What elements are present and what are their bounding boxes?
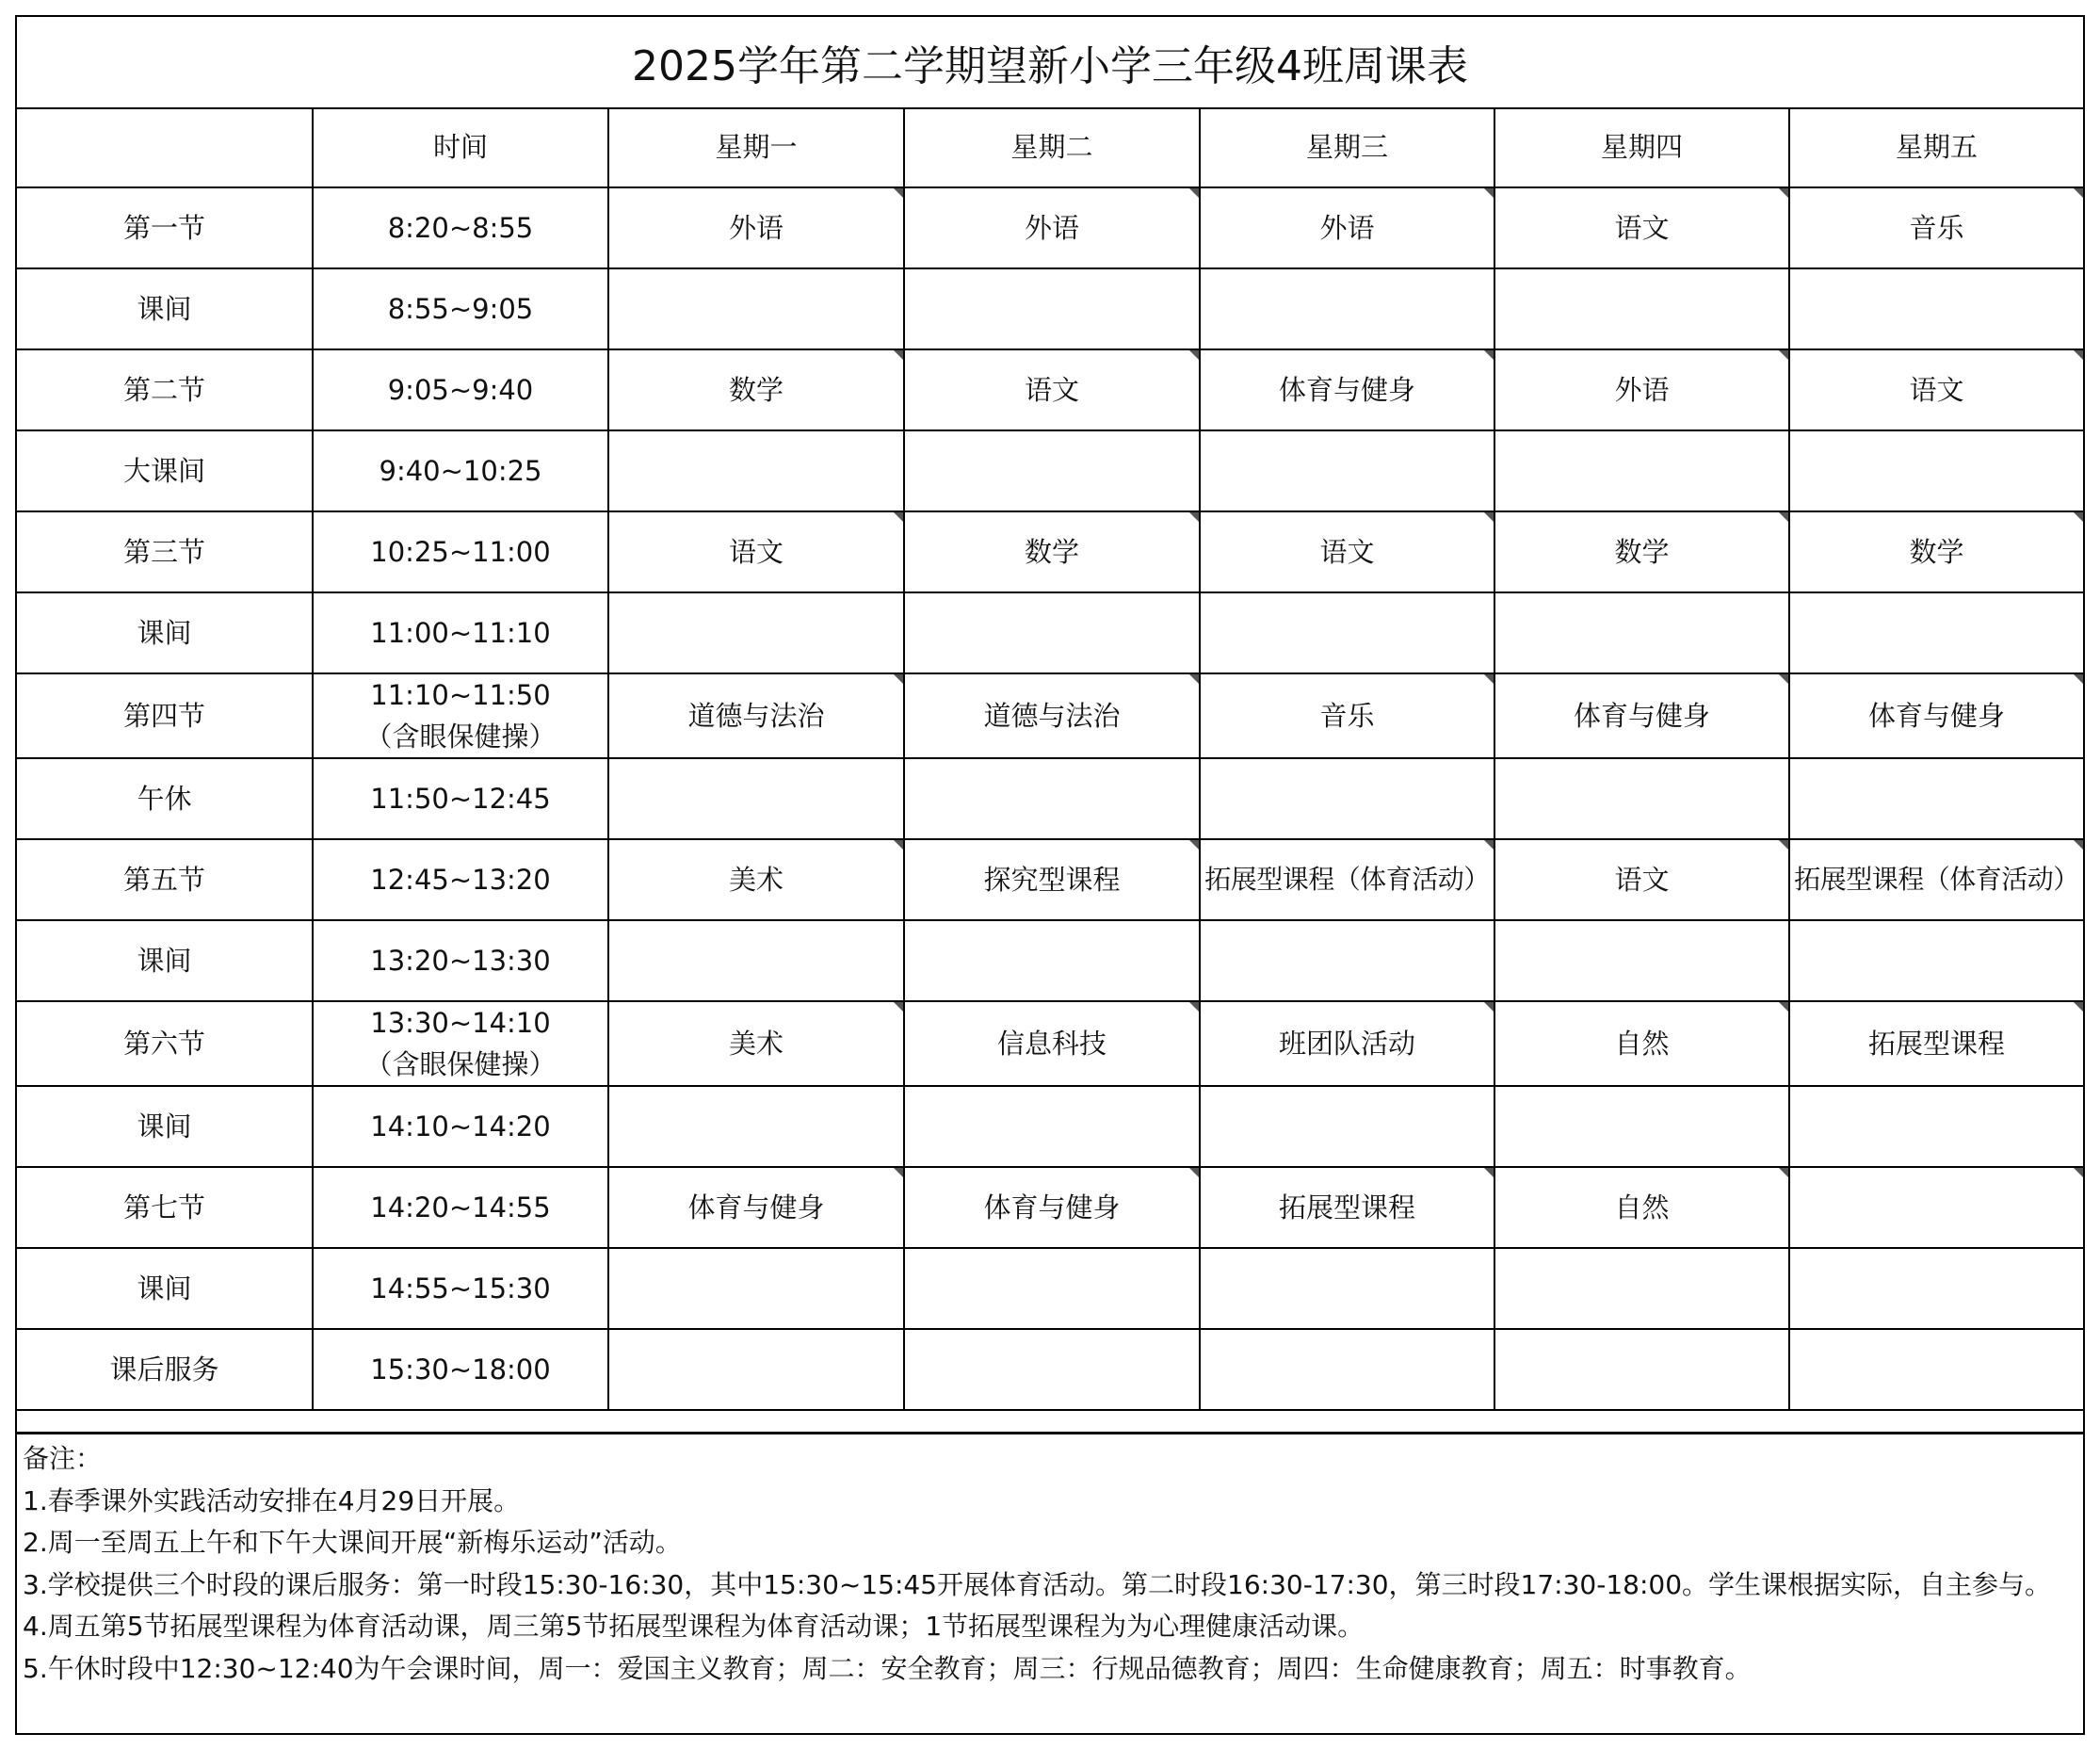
course-cell (608, 592, 904, 673)
course-cell: 自然 (1494, 1001, 1789, 1086)
course-cell: 探究型课程 (904, 839, 1200, 920)
period-label: 第七节 (17, 1167, 313, 1248)
table-row (17, 1167, 2083, 1248)
course-cell (1494, 758, 1789, 839)
course-cell (1200, 1086, 1494, 1167)
course-cell: 拓展型课程（体育活动） (1789, 839, 2083, 920)
period-label: 午休 (17, 758, 313, 839)
period-time-note: （含眼保健操） (364, 721, 557, 753)
course-cell: 外语 (1200, 187, 1494, 268)
table-row (17, 268, 2083, 349)
note-item: 4.周五第5节拓展型课程为体育活动课，周三第5节拓展型课程为体育活动课；1节拓展型课程为为心理健康活动课。 (23, 1611, 1365, 1642)
course-cell (608, 1329, 904, 1410)
header-day-tue: 星期二 (904, 107, 1200, 187)
course-cell: 语文 (1494, 187, 1789, 268)
course-cell (1494, 1086, 1789, 1167)
course-cell: 外语 (904, 187, 1200, 268)
period-label: 课间 (17, 268, 313, 349)
course-cell: 数学 (608, 349, 904, 430)
course-cell (1494, 268, 1789, 349)
period-time: 8:55~9:05 (387, 293, 534, 325)
course-cell (904, 1329, 1200, 1410)
period-time-cell (313, 1001, 608, 1086)
course-cell (1200, 1329, 1494, 1410)
table-row (17, 1086, 2083, 1167)
course-cell: 体育与健身 (1494, 673, 1789, 758)
course-cell (1200, 1248, 1494, 1329)
table-row (17, 839, 2083, 920)
course-cell: 语文 (904, 349, 1200, 430)
course-cell: 拓展型课程 (1789, 1001, 2083, 1086)
course-cell (1494, 430, 1789, 511)
course-cell (904, 592, 1200, 673)
table-row (17, 1001, 2083, 1086)
note-item: 3.学校提供三个时段的课后服务：第一时段15:30-16:30，其中15:30~15:45开展体育活动。第二时段16:30-17:30，第三时段17:30-18:00。学生课根据实际，自主参与。 (23, 1568, 2052, 1600)
course-cell (1789, 1167, 2083, 1248)
table-row (17, 430, 2083, 511)
period-time: 14:20~14:55 (370, 1191, 551, 1223)
period-label: 第三节 (17, 511, 313, 592)
course-cell (608, 1086, 904, 1167)
header-day-wed: 星期三 (1200, 107, 1494, 187)
course-cell (904, 1248, 1200, 1329)
course-cell: 道德与法治 (608, 673, 904, 758)
period-time-cell (313, 430, 608, 511)
period-time: 9:40~10:25 (379, 455, 542, 487)
table-row (17, 349, 2083, 430)
period-time-cell (313, 511, 608, 592)
period-time: 14:10~14:20 (370, 1110, 551, 1142)
course-cell (904, 268, 1200, 349)
period-label: 第六节 (17, 1001, 313, 1086)
period-time: 10:25~11:00 (370, 536, 551, 568)
course-cell (608, 1248, 904, 1329)
table-row (17, 673, 2083, 758)
notes-heading: 备注： (23, 1443, 103, 1474)
period-label: 大课间 (17, 430, 313, 511)
course-cell (1200, 268, 1494, 349)
course-cell (1789, 758, 2083, 839)
course-cell: 班团队活动 (1200, 1001, 1494, 1086)
course-cell: 外语 (608, 187, 904, 268)
course-cell (904, 920, 1200, 1001)
course-cell (608, 920, 904, 1001)
course-cell (1200, 430, 1494, 511)
period-time-cell (313, 1248, 608, 1329)
period-time: 11:10~11:50 (370, 679, 551, 711)
course-cell (1200, 592, 1494, 673)
table-row (17, 920, 2083, 1001)
period-time-cell (313, 758, 608, 839)
period-time: 11:00~11:10 (370, 617, 551, 649)
period-time-cell (313, 187, 608, 268)
course-cell (1200, 758, 1494, 839)
course-cell (1789, 430, 2083, 511)
note-item: 2.周一至周五上午和下午大课间开展“新梅乐运动”活动。 (23, 1527, 682, 1558)
course-cell (1494, 920, 1789, 1001)
period-time: 12:45~13:20 (370, 864, 551, 896)
period-time: 14:55~15:30 (370, 1272, 551, 1304)
course-cell: 拓展型课程 (1200, 1167, 1494, 1248)
course-cell: 信息科技 (904, 1001, 1200, 1086)
table-row (17, 1248, 2083, 1329)
note-item: 5.午休时段中12:30~12:40为午会课时间，周一：爱国主义教育；周二：安全教育；周三：行规品德教育；周四：生命健康教育；周五：时事教育。 (23, 1652, 1752, 1684)
course-cell (1789, 1248, 2083, 1329)
period-time-cell (313, 673, 608, 758)
period-time: 8:20~8:55 (387, 212, 534, 244)
period-time-cell (313, 1329, 608, 1410)
course-cell: 美术 (608, 839, 904, 920)
period-time-cell (313, 1086, 608, 1167)
course-cell: 语文 (1200, 511, 1494, 592)
period-time-cell (313, 349, 608, 430)
course-cell: 外语 (1494, 349, 1789, 430)
table-row (17, 187, 2083, 268)
course-cell (1200, 920, 1494, 1001)
course-cell: 拓展型课程（体育活动） (1200, 839, 1494, 920)
period-time: 9:05~9:40 (387, 374, 534, 406)
course-cell: 美术 (608, 1001, 904, 1086)
course-cell (904, 758, 1200, 839)
period-label: 第一节 (17, 187, 313, 268)
schedule-body (17, 187, 2083, 1410)
period-label: 课间 (17, 1086, 313, 1167)
period-time-cell (313, 268, 608, 349)
header-day-thu: 星期四 (1494, 107, 1789, 187)
period-label: 第五节 (17, 839, 313, 920)
header-day-fri: 星期五 (1789, 107, 2083, 187)
header-blank-cell (17, 107, 313, 187)
schedule-table (17, 107, 2083, 1411)
table-row (17, 511, 2083, 592)
course-cell: 自然 (1494, 1167, 1789, 1248)
course-cell (904, 1086, 1200, 1167)
period-label: 第四节 (17, 673, 313, 758)
header-day-mon: 星期一 (608, 107, 904, 187)
course-cell (608, 268, 904, 349)
course-cell (1494, 1248, 1789, 1329)
course-cell: 音乐 (1200, 673, 1494, 758)
header-row (17, 107, 2083, 187)
course-cell (1789, 268, 2083, 349)
period-label: 课后服务 (17, 1329, 313, 1410)
period-time: 15:30~18:00 (370, 1353, 551, 1385)
header-time: 时间 (313, 107, 608, 187)
course-cell: 语文 (1494, 839, 1789, 920)
period-label: 课间 (17, 920, 313, 1001)
course-cell (608, 758, 904, 839)
course-cell: 语文 (608, 511, 904, 592)
period-time: 13:20~13:30 (370, 945, 551, 977)
period-label: 第二节 (17, 349, 313, 430)
timetable-sheet (15, 15, 2085, 1735)
table-row (17, 758, 2083, 839)
course-cell (1494, 592, 1789, 673)
period-time: 11:50~12:45 (370, 783, 551, 815)
course-cell: 数学 (904, 511, 1200, 592)
course-cell: 数学 (1789, 511, 2083, 592)
table-row (17, 592, 2083, 673)
course-cell (1789, 1329, 2083, 1410)
period-time-note: （含眼保健操） (364, 1048, 557, 1080)
course-cell (1789, 1086, 2083, 1167)
period-time-cell (313, 1167, 608, 1248)
course-cell: 语文 (1789, 349, 2083, 430)
course-cell: 音乐 (1789, 187, 2083, 268)
note-item: 1.春季课外实践活动安排在4月29日开展。 (23, 1484, 521, 1516)
table-row (17, 1329, 2083, 1410)
period-time-cell (313, 839, 608, 920)
page-title: 2025学年第二学期望新小学三年级4班周课表 (17, 17, 2083, 109)
notes-section (17, 1432, 2083, 1735)
period-label: 课间 (17, 592, 313, 673)
course-cell: 体育与健身 (1200, 349, 1494, 430)
period-label: 课间 (17, 1248, 313, 1329)
course-cell: 道德与法治 (904, 673, 1200, 758)
course-cell (1494, 1329, 1789, 1410)
course-cell: 体育与健身 (904, 1167, 1200, 1248)
course-cell (904, 430, 1200, 511)
course-cell: 体育与健身 (608, 1167, 904, 1248)
course-cell (1789, 920, 2083, 1001)
course-cell: 体育与健身 (1789, 673, 2083, 758)
period-time: 13:30~14:10 (370, 1007, 551, 1039)
course-cell: 数学 (1494, 511, 1789, 592)
course-cell (608, 430, 904, 511)
period-time-cell (313, 920, 608, 1001)
period-time-cell (313, 592, 608, 673)
course-cell (1789, 592, 2083, 673)
